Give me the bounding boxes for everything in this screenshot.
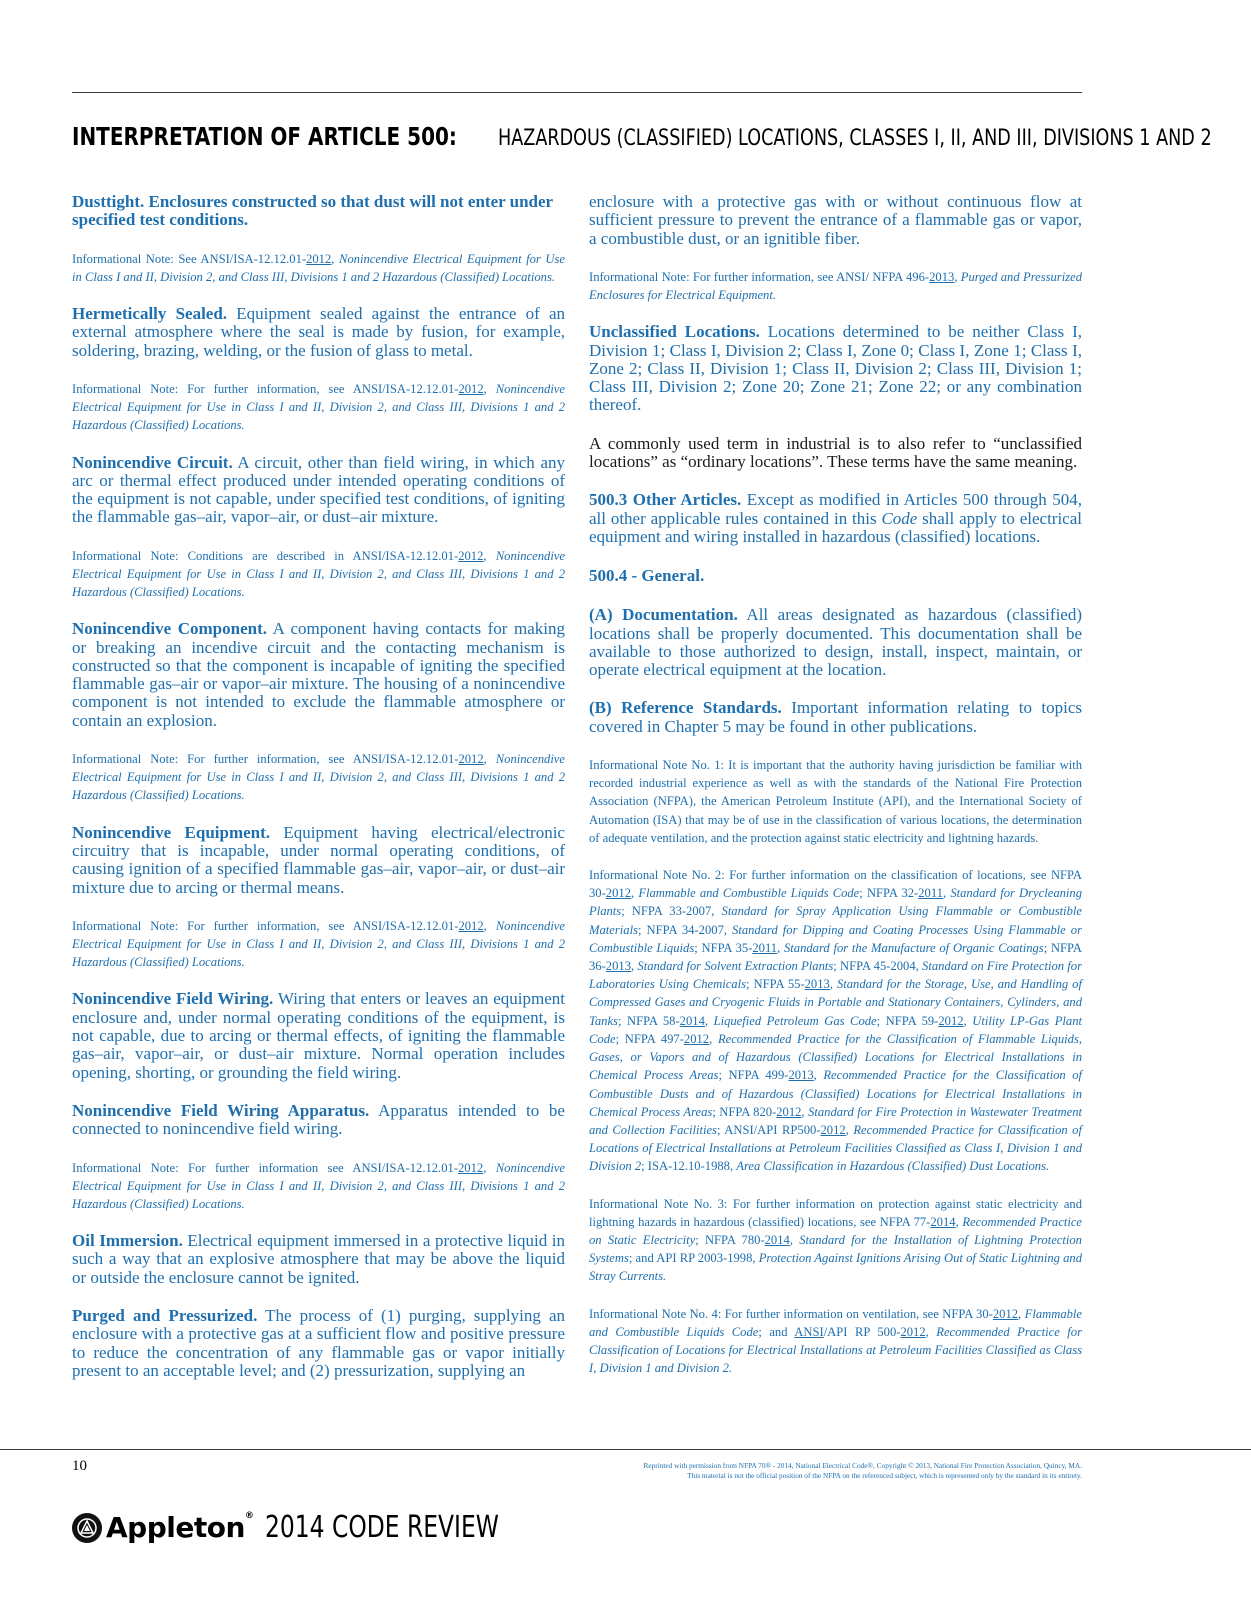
reprint-line-1: Reprinted with permission from NFPA 70® - 2014, National Electrical Code®, Copyright © 2013, National Fire Protection Association, Quincy, MA. bbox=[643, 1461, 1082, 1470]
informational-note-2: Informational Note No. 2: For further information on the classification of locations, see NFPA 30-2012, Flammable and Combustible Liquids Code; NFPA 32-2011, Standard for Drycleaning Plants; NFPA 33-2007, Standard for Spray Application Using Flammable or Combustible Materials; NFPA 34-2007, Standard for Dipping and Coating Processes Using Flammable or Combustible Liquids; NFPA 35-2011, Standard for the Manufacture of Organic Coatings; NFPA 36-2013, Standard for Solvent Extraction Plants; NFPA 45-2004, Standard on Fire Protection for Laboratories Using Chemicals; NFPA 55-2013, Standard for the Storage, Use, and Handling of Compressed Gases and Cryogenic Fluids in Portable and Stationary Containers, Cylinders, and Tanks; NFPA 58-2014, Liquefied Petroleum Gas Code; NFPA 59-2012, Utility LP-Gas Plant Code; NFPA 497-2012, Recommended Practice for the Classification of Flammable Liquids, Gases, or Vapors and of Hazardous (Classified) Locations for Electrical Installations in Chemical Process Areas; NFPA 499-2013, Recommended Practice for the Classification of Combustible Dusts and of Hazardous (Classified) Locations for Electrical Installations in Chemical Process Areas; NFPA 820-2012, Standard for Fire Protection in Wastewater Treatment and Collection Facilities; ANSI/API RP500-2012, Recommended Practice for Classification of Locations of Electrical Installations at Petroleum Facilities Classified as Class I, Division 1 and Division 2; ISA-12.10-1988, Area Classification in Hazardous (Classified) Dust Locations. bbox=[589, 868, 1083, 1174]
footer-rule bbox=[0, 1449, 1251, 1450]
definition-nonincendive-equipment: Nonincendive Equipment. Equipment having electrical/electronic circuitry that is incapable, under normal operating conditions, of causing ignition of a specified flammable gas–air, vapor–air, or dust–air mixture due to arcing or thermal means. bbox=[72, 822, 565, 897]
reprint-line-2: This material is not the official position of the NFPA on the referenced subject, which is represented only by the standard in its entirety. bbox=[687, 1471, 1082, 1480]
brand-name: Appleton® bbox=[106, 1511, 254, 1544]
left-column bbox=[72, 193, 565, 1400]
note-nfpa-496: Informational Note: For further information, see ANSI/ NFPA 496-2013, Purged and Pressurized Enclosures for Electrical Equipment. bbox=[589, 269, 1082, 303]
note-nonincendive-component: Informational Note: For further information, see ANSI/ISA-12.12.01-2012, Nonincendive Electrical Equipment for Use in Class I and II, Division 2, and Class III, Divisions 1 and 2 Hazardous (Classified) Locations. bbox=[72, 752, 565, 803]
code-review-title: 2014 CODE REVIEW bbox=[265, 1510, 500, 1545]
title-rest: HAZARDOUS (CLASSIFIED) LOCATIONS, CLASSES I, II, AND III, DIVISIONS 1 AND 2 bbox=[498, 126, 1212, 151]
informational-note-3: Informational Note No. 3: For further information on protection against static electricity and lightning hazards in hazardous (classified) locations, see NFPA 77-2014, Recommended Practice on Static Electricity; NFPA 780-2014, Standard for the Installation of Lightning Protection Systems; and API RP 2003-1998, Protection Against Ignitions Arising Out of Static Lightning and Stray Currents. bbox=[589, 1196, 1082, 1284]
section-500-3: 500.3 Other Articles. Except as modified in Articles 500 through 504, all other applicable rules contained in this Code shall apply to electrical equipment and wiring installed in hazardous (classified) locations. bbox=[589, 490, 1082, 546]
definition-nonincendive-component: Nonincendive Component. A component having contacts for making or breaking an incendive circuit and the contacting mechanism is constructed so that the component is incapable of igniting the specified flammable gas–air or vapor–air mixture. The housing of a nonincendive component is not intended to exclude the flammable atmosphere or contain an explosion. bbox=[72, 619, 566, 730]
definition-nonincendive-field-wiring: Nonincendive Field Wiring. Wiring that enters or leaves an equipment enclosure and, under normal operating conditions of the equipment, is not capable, due to arcing or thermal effects, of igniting the flammable gas–air, vapor–air, or dust–air mixture. Normal operation includes opening, shorting, or grounding the field wiring. bbox=[72, 989, 565, 1082]
note-nonincendive-circuit: Informational Note: Conditions are described in ANSI/ISA-12.12.01-2012, Nonincendive Electrical Equipment for Use in Class I and II, Division 2, and Class III, Divisions 1 and 2 Hazardous (Classified) Locations. bbox=[72, 548, 566, 600]
section-reference-standards: (B) Reference Standards. Important information relating to topics covered in Chapter 5 may be found in other publications. bbox=[589, 698, 1082, 736]
informational-note-4: Informational Note No. 4: For further information on ventilation, see NFPA 30-2012, Flammable and Combustible Liquids Code; and ANSI/API RP 500-2012, Recommended Practice for Classification of Locations for Electrical Installations at Petroleum Facilities Classified as Class I, Division 1 and Division 2. bbox=[589, 1306, 1083, 1376]
common-term-paragraph: A commonly used term in industrial is to also refer to “unclassified locations” as “ordinary locations”. These terms have the same meaning. bbox=[589, 433, 1082, 472]
definition-hermetically-sealed: Hermetically Sealed. Equipment sealed against the entrance of an external atmosphere where the seal is made by fusion, for example, soldering, brazing, welding, or the fusion of glass to metal. bbox=[72, 304, 565, 360]
term-dusttight: Dusttight. Enclosures constructed so that dust will not enter under specified test conditions. bbox=[72, 192, 553, 230]
note-nonincendive-equipment: Informational Note: For further information, see ANSI/ISA-12.12.01-2012, Nonincendive Electrical Equipment for Use in Class I and II, Division 2, and Class III, Divisions 1 and 2 Hazardous (Classified) Locations. bbox=[72, 918, 565, 970]
definition-unclassified-locations: Unclassified Locations. Locations determined to be neither Class I, Division 1; Class I, Division 2; Class I, Zone 0; Class I, Zone 1; Class I, Zone 2; Class II, Division 1; Class II, Division 2; Class III, Division 1; Class III, Division 2; Zone 20; Zone 21; Zone 22; or any combination thereof. bbox=[589, 322, 1082, 415]
definition-dusttight bbox=[72, 193, 565, 230]
page-number: 10 bbox=[72, 1458, 87, 1474]
page-title bbox=[72, 122, 1212, 151]
definition-field-wiring-apparatus: Nonincendive Field Wiring Apparatus. Apparatus intended to be connected to nonincendive field wiring. bbox=[72, 1100, 565, 1139]
title-lead: INTERPRETATION OF ARTICLE 500: bbox=[72, 122, 457, 151]
definition-oil-immersion: Oil Immersion. Electrical equipment immersed in a protective liquid in such a way that an explosive atmosphere that may be above the liquid or outside the enclosure cannot be ignited. bbox=[72, 1231, 565, 1287]
note-dusttight: Informational Note: See ANSI/ISA-12.12.01-2012, Nonincendive Electrical Equipment for Use in Class I and II, Division 2, and Class III, Divisions 1 and 2 Hazardous (Classified) Locations. bbox=[72, 251, 565, 284]
top-rule bbox=[72, 92, 1082, 93]
section-documentation: (A) Documentation. All areas designated as hazardous (classified) locations shall be properly documented. This documentation shall be available to those authorized to design, install, inspect, maintain, or operate electrical equipment at the location. bbox=[589, 605, 1082, 680]
note-field-wiring-apparatus: Informational Note: For further information see ANSI/ISA-12.12.01-2012, Nonincendive Electrical Equipment for Use in Class I and II, Division 2, and Class III, Divisions 1 and 2 Hazardous (Classified) Locations. bbox=[72, 1160, 566, 1211]
definition-nonincendive-circuit: Nonincendive Circuit. A circuit, other than field wiring, in which any arc or thermal effect produced under intended operating conditions of the equipment is not capable, under specified test conditions, of igniting the flammable gas–air, vapor–air, or dust–air mixture. bbox=[72, 452, 565, 527]
purged-continued: enclosure with a protective gas with or without continuous flow at sufficient pressure to prevent the entrance of a flammable gas or vapor, a combustible dust, or an ignitible fiber. bbox=[589, 192, 1082, 248]
note-hermetically-sealed: Informational Note: For further information, see ANSI/ISA-12.12.01-2012, Nonincendive Electrical Equipment for Use in Class I and II, Division 2, and Class III, Divisions 1 and 2 Hazardous (Classified) Locations. bbox=[72, 381, 565, 433]
section-500-4-heading: 500.4 - General. bbox=[589, 566, 705, 586]
definition-purged-pressurized: Purged and Pressurized. The process of (1) purging, supplying an enclosure with a protective gas at a sufficient flow and positive pressure to reduce the concentration of any flammable gas or vapor initially present to an acceptable level; and (2) pressurization, supplying an bbox=[72, 1306, 565, 1380]
reprint-notice bbox=[560, 1461, 1082, 1481]
appleton-logo-icon bbox=[72, 1513, 102, 1543]
appleton-brand bbox=[72, 1510, 565, 1545]
informational-note-1: Informational Note No. 1: It is important that the authority having jurisdiction be familiar with recorded industrial experience as well as with the standards of the National Fire Protection Association (NFPA), the American Petroleum Institute (API), and the International Society of Automation (ISA) that may be of use in the classification of various locations, the determination of adequate ventilation, and the protection against static electricity and lightning hazards. bbox=[589, 758, 1082, 845]
right-column bbox=[589, 193, 1082, 1396]
